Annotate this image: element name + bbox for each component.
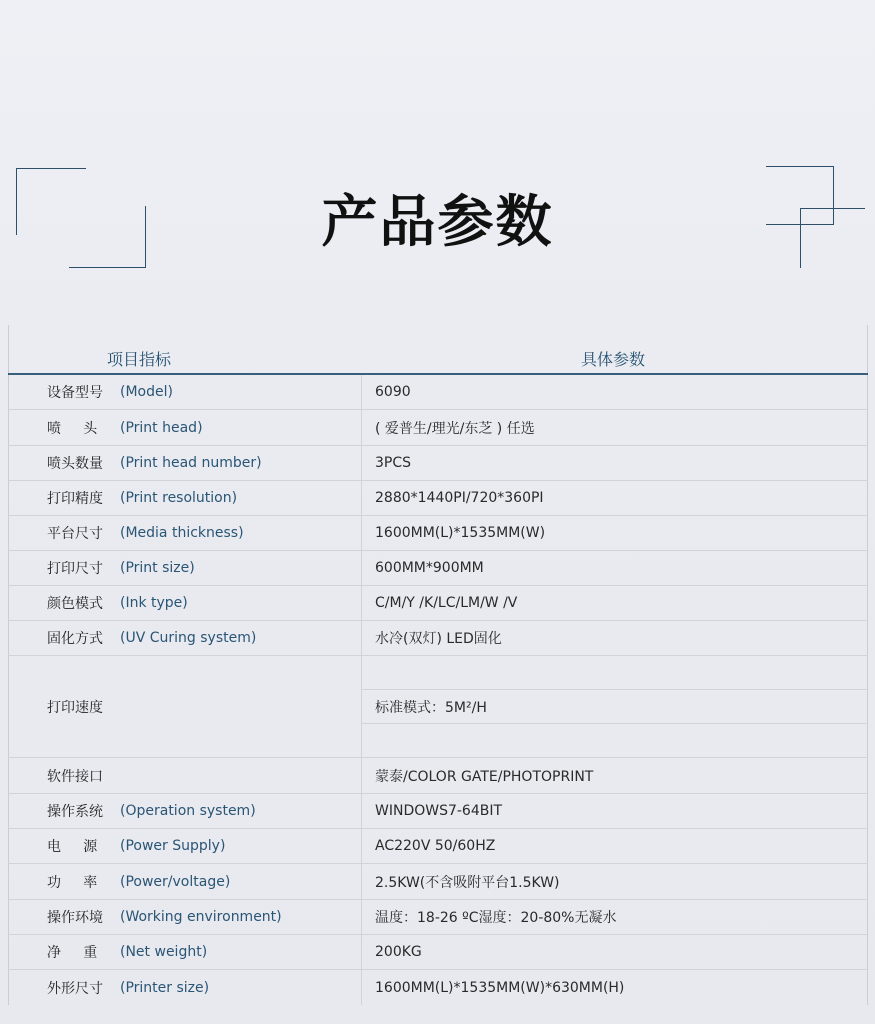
column-divider [361,410,362,445]
row-value: 6090 [375,384,411,400]
row-label-cn: 功 率 [47,874,98,891]
table-row [8,935,868,970]
row-value: WINDOWS7-64BIT [375,803,503,819]
row-value: 蒙泰/COLOR GATE/PHOTOPRINT [375,768,594,785]
row-label-cn: 喷头数量 [47,456,103,472]
column-divider [361,794,362,828]
row-label-cn: 软件接口 [47,768,103,785]
table-row [8,375,868,410]
table-row [8,864,868,900]
table-row [8,829,868,864]
row-label-en: (Model) [120,384,173,400]
row-value: AC220V 50/60HZ [375,838,496,854]
row-value: 温度：18-26 ºC湿度：20-80%无凝水 [375,910,617,926]
table-row [8,758,868,794]
row-label-en: (Operation system) [120,803,256,819]
corner-decoration-top-right-h [766,166,833,167]
table-row [8,446,868,481]
column-divider [361,829,362,863]
column-divider [361,621,362,655]
row-label-cn: 颜色模式 [47,596,103,612]
corner-decoration-top-left-h2 [69,267,146,268]
row-label-cn: 净 重 [47,945,98,961]
row-value: 200KG [375,944,422,960]
row-label-en: (Working environment) [120,909,282,925]
table-row [8,551,868,586]
row-label-cn: 打印速度 [47,699,103,716]
header-item: 项目指标 [107,350,172,369]
row-label-cn: 外形尺寸 [47,980,103,997]
header-value: 具体参数 [581,350,646,369]
row-label-en: (Print head number) [120,455,262,471]
column-divider [361,551,362,585]
column-divider [361,864,362,899]
sub-row-divider [362,723,868,724]
row-label-cn: 操作环境 [47,910,103,926]
table-row [8,794,868,829]
row-label-en: (Power/voltage) [120,873,231,890]
column-divider [361,970,362,1005]
row-value: 2.5KW(不含吸附平台1.5KW) [375,874,560,891]
row-value: 标准模式：5M²/H [375,699,487,716]
row-label-en: (Ink type) [120,595,188,611]
row-value: 600MM*900MM [375,560,484,576]
column-divider [361,516,362,550]
row-label-en: (Net weight) [120,944,208,960]
row-value: 2880*1440PI/720*360PI [375,490,544,506]
row-label-en: (Print size) [120,560,195,576]
row-value: 3PCS [375,455,412,471]
column-divider [361,758,362,793]
table-row [8,621,868,656]
table-header [8,325,868,375]
column-divider [361,656,362,757]
table-row [8,410,868,446]
row-label-cn: 喷 头 [47,420,98,437]
row-value: ( 爱普生/理光/东芝 ) 任选 [375,420,535,437]
row-value: 1600MM(L)*1535MM(W)*630MM(H) [375,979,625,996]
row-label-en: (Media thickness) [120,525,244,541]
row-label-cn: 电 源 [47,839,98,855]
column-divider [361,900,362,934]
column-divider [361,446,362,480]
row-label-cn: 固化方式 [47,631,103,647]
table-row [8,481,868,516]
row-label-cn: 打印精度 [47,491,103,507]
column-divider [361,375,362,409]
row-label-cn: 平台尺寸 [47,526,103,542]
row-label-en: (UV Curing system) [120,630,257,646]
table-row [8,656,868,758]
row-label-en: (Printer size) [120,979,210,996]
column-divider [361,935,362,969]
row-value: 1600MM(L)*1535MM(W) [375,525,546,541]
table-row [8,586,868,621]
spec-table [8,325,868,1005]
row-label-cn: 操作系统 [47,804,103,820]
column-divider [361,586,362,620]
row-value: 水冷(双灯) LED固化 [375,631,502,647]
table-row [8,900,868,935]
row-label-en: (Power Supply) [120,838,226,854]
table-row [8,970,868,1005]
column-divider [361,481,362,515]
row-label-en: (Print head) [120,419,203,436]
row-label-cn: 设备型号 [47,385,103,401]
page-title: 产品参数 [321,190,554,255]
row-label-cn: 打印尺寸 [47,561,103,577]
corner-decoration-top-left-h [16,168,86,169]
table-row [8,516,868,551]
row-label-en: (Print resolution) [120,490,238,506]
sub-row-divider [362,689,868,690]
row-value: C/M/Y /K/LC/LM/W /V [375,595,518,611]
